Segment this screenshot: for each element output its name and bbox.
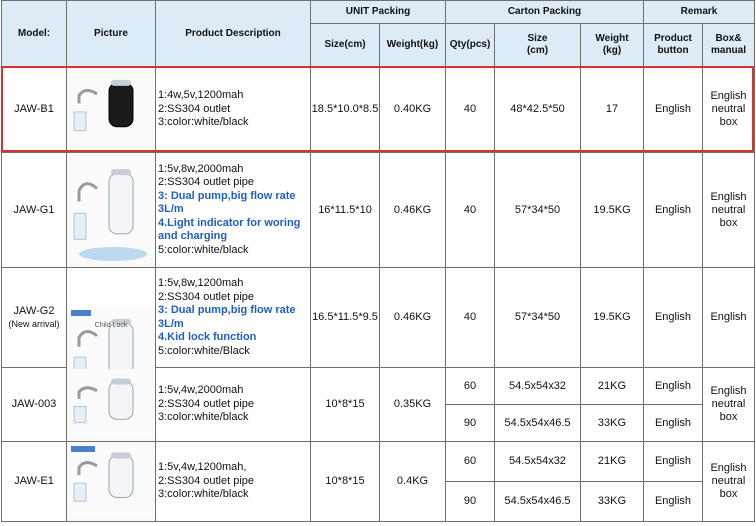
description-line: 1:5v,4w,1200mah, [158,461,247,474]
header-box-manual: Box& manual [703,24,755,67]
description-line: 3L/m [158,317,184,330]
unit-size-cell: 16.5*11.5*9.5 [311,268,380,368]
qty-cell: 40 [446,268,495,368]
description-line: 3:color:white/black [158,488,249,501]
qty-cell: 60 [446,442,495,482]
carton-size-cell: 54.5x54x32 [495,368,581,405]
header-model: Model: [2,1,67,67]
description-cell [156,442,311,522]
header-product-button: Product button [644,24,703,67]
carton-weight-cell: 19.5KG [581,268,644,368]
qty-cell: 40 [446,67,495,153]
product-spec-sheet [1,0,755,522]
product-picture [67,442,156,522]
description-line: 1:5v,8w,1200mah [158,277,244,289]
description-cell [156,67,311,153]
carton-weight-cell: 33KG [581,405,644,442]
description-line: 1:5v,8w,2000mah [158,162,244,175]
description-cell [156,153,311,268]
unit-size-cell: 18.5*10.0*8.5 [311,67,380,153]
carton-weight-cell: 33KG [581,482,644,522]
description-line: 3: Dual pump,big flow rate [158,189,296,202]
header-carton-weight: Weight (kg) [581,24,644,67]
model-cell: JAW-003 [2,368,67,442]
header-description: Product Description [156,1,311,67]
product-button-cell: English [644,482,703,522]
model-cell: JAW-G2 (New arrival) [2,268,67,368]
table-row [2,153,755,268]
description-line: 1:5v,4w,2000mah [158,384,244,397]
model-cell: JAW-B1 [2,67,67,153]
product-button-cell: English [644,405,703,442]
header-picture: Picture [67,1,156,67]
description-line: 5:color:white/black [158,243,249,256]
carton-weight-cell: 17 [581,67,644,153]
header-remark: Remark [644,1,755,24]
table-row [2,368,755,405]
description-line: 4.Light indicator for woring [158,216,301,229]
qty-cell: 40 [446,153,495,268]
carton-weight-cell: 19.5KG [581,153,644,268]
product-picture [67,67,156,153]
description-line: and charging [158,230,228,243]
unit-weight-cell: 0.35KG [380,368,446,442]
header-carton-size: Size (cm) [495,24,581,67]
description-line: 2:SS304 outlet [158,102,231,115]
table-row [2,268,755,368]
unit-size-cell: 16*11.5*10 [311,153,380,268]
product-button-cell: English [644,67,703,153]
description-line: 3:color:white/black [158,116,249,129]
product-picture [67,268,156,368]
model-cell: JAW-E1 [2,442,67,522]
description-cell [156,368,311,442]
dispenser-image [67,442,155,521]
header-unit-packing: UNIT Packing [311,1,446,24]
header-unit-weight: Weight(kg) [380,24,446,67]
product-picture [67,368,156,442]
box-manual-cell: English [703,268,755,368]
box-manual-cell: English neutral box [703,67,755,153]
dispenser-image [67,154,155,266]
carton-size-cell: 54.5x54x32 [495,442,581,482]
product-button-cell: English [644,268,703,368]
product-rows [2,67,755,522]
description-line: 2:SS304 outlet pipe [158,397,255,410]
description-line: 3: Dual pump,big flow rate [158,304,296,316]
qty-cell: 90 [446,482,495,522]
unit-size-cell: 10*8*15 [311,442,380,522]
table-row [2,442,755,482]
unit-size-cell: 10*8*15 [311,368,380,442]
description-line: 2:SS304 outlet pipe [158,176,255,189]
model-note: (New arrival) [8,318,60,329]
table-row [2,67,755,153]
product-button-cell: English [644,368,703,405]
carton-weight-cell: 21KG [581,442,644,482]
description-line: 2:SS304 outlet pipe [158,474,255,487]
product-picture [67,153,156,268]
description-line: 4.Kid lock function [158,331,257,343]
qty-cell: 90 [446,405,495,442]
description-line: 3L/m [158,203,184,216]
header-qty: Qty(pcs) [446,24,495,67]
box-manual-cell: English neutral box [703,368,755,442]
carton-size-cell: 57*34*50 [495,268,581,368]
header-carton-packing: Carton Packing [446,1,644,24]
carton-weight-cell: 21KG [581,368,644,405]
description-line: 5:color:white/Black [158,344,250,357]
box-manual-cell: English neutral box [703,442,755,522]
carton-size-cell: 54.5x54x46.5 [495,405,581,442]
box-manual-cell: English neutral box [703,153,755,268]
product-button-cell: English [644,442,703,482]
carton-size-cell: 48*42.5*50 [495,67,581,153]
product-button-cell: English [644,153,703,268]
unit-weight-cell: 0.46KG [380,268,446,368]
description-cell [156,268,311,368]
description-line: 3:color:white/black [158,411,249,424]
dispenser-image [67,369,155,441]
header-unit-size: Size(cm) [311,24,380,67]
unit-weight-cell: 0.46KG [380,153,446,268]
picture-label: Child Lock [94,321,128,329]
model-cell: JAW-G1 [2,153,67,268]
carton-size-cell: 57*34*50 [495,153,581,268]
dispenser-image [67,69,155,151]
qty-cell: 60 [446,368,495,405]
unit-weight-cell: 0.4KG [380,442,446,522]
dispenser-image [67,306,155,330]
product-table [1,0,755,522]
description-line: 1:4w,5v,1200mah [158,89,244,102]
description-line: 2:SS304 outlet pipe [158,290,255,303]
carton-size-cell: 54.5x54x46.5 [495,482,581,522]
unit-weight-cell: 0.40KG [380,67,446,153]
